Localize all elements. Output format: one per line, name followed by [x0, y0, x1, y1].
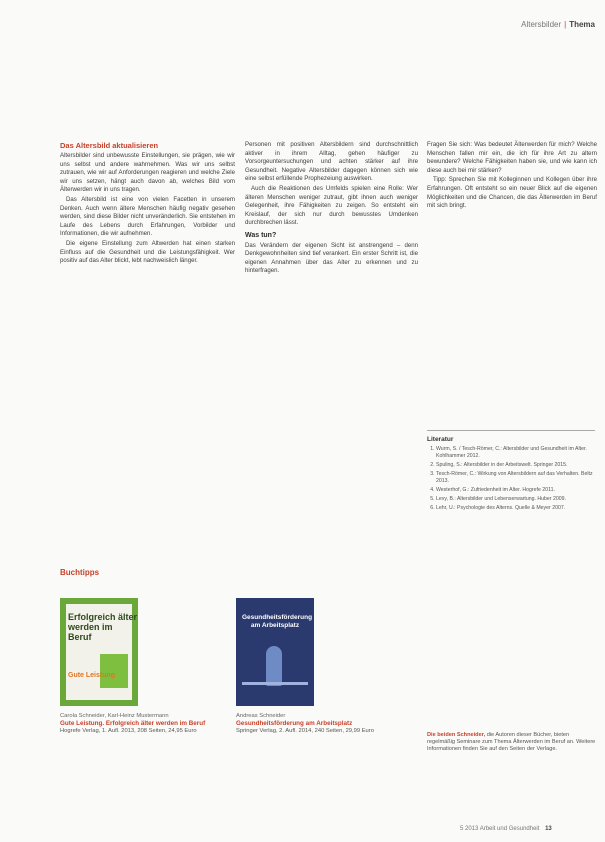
- footer-issue: 5 2013: [460, 826, 479, 832]
- paragraph: Das Altersbild ist eine von vielen Facetten in unserem Denken. Auch wenn ältere Menschen häufig negativ gesehen werden, sind diese Bilder nicht unveränderlich. Sie entstehen im Laufe des Lebens durch Erfahrungen, Vorbilder und Informationen, die wir aufnehmen.: [60, 195, 235, 238]
- literature-item: 5. Levy, B.: Altersbilder und Lebenserwartung. Huber 2009.: [436, 496, 595, 503]
- book-cover-title: Gesundheitsförderung am Arbeitsplatz: [242, 614, 313, 629]
- literature-item: 4. Westerhof, G.: Zufriedenheit im Alter. Hogrefe 2011.: [436, 487, 595, 494]
- author-note-lead: Die beiden Schneider,: [427, 732, 486, 738]
- booktips-title: Buchtipps: [60, 568, 100, 577]
- page-footer: [460, 826, 552, 832]
- book-info-2: [236, 713, 386, 735]
- header-topic: Thema: [569, 20, 595, 29]
- book-details: Springer Verlag, 2. Aufl. 2014, 240 Seiten, 29,99 Euro: [236, 727, 374, 734]
- book-cover-2: [236, 598, 314, 706]
- author-note-text: die Autoren dieser Bücher, bieten regelmäßig Seminare zum Thema Älterwerden im Beruf an. Weitere Informationen finden Sie auf den Seiten der Verlage.: [427, 732, 596, 753]
- article-subheading: Was tun?: [245, 231, 277, 239]
- literature-item: 6. Lehr, U.: Psychologie des Alterns. Quelle & Meyer 2007.: [436, 505, 595, 512]
- book-cover-title: Erfolgreich älter werden im Beruf: [68, 612, 138, 642]
- article-column-2: [245, 141, 418, 277]
- book-author: Carola Schneider, Karl-Heinz Mustermann: [60, 713, 169, 719]
- book-cover-figure: [266, 646, 282, 686]
- literature-box: [427, 436, 595, 514]
- article-heading: Das Altersbild aktualisieren: [60, 141, 159, 150]
- book-details: Hogrefe Verlag, 1. Aufl. 2013, 208 Seiten, 24,95 Euro: [60, 727, 197, 734]
- page-number: 13: [545, 826, 552, 832]
- paragraph: Tipp: Sprechen Sie mit Kolleginnen und Kollegen über ihre Erfahrungen. Oft entsteht so ein neuer Blick auf die eigenen Möglichkeiten und die Chancen, die das Älterwerden im Beruf mit sich bringt.: [427, 176, 597, 210]
- book-cover-1: [60, 598, 138, 706]
- book-info-1: [60, 713, 210, 735]
- book-cover-bar: [242, 682, 308, 685]
- book-cover-scribble: Gute Leistung: [68, 672, 116, 679]
- literature-title: Literatur: [427, 436, 454, 443]
- paragraph: Altersbilder sind unbewusste Einstellungen, sie prägen, wie wir uns selbst und andere wahrnehmen. Was wir uns selbst zutrauen, wie wir auf Anforderungen reagieren und welche Ziele wir uns setzen, hängt auch davon ab, welches Bild vom Älterwerden wir in uns tragen.: [60, 152, 235, 194]
- footer-magazine: Arbeit und Gesundheit: [479, 826, 540, 832]
- paragraph: Personen mit positiven Altersbildern sind durchschnittlich aktiver in ihrem Alltag, gehen häufiger zu Vorsorgeuntersuchungen und achten stärker auf ihre Gesundheit. Negative Altersbilder dagegen können sich wie eine selbst erfüllende Prophezeiung auswirken.: [245, 141, 418, 183]
- paragraph: Auch die Reaktionen des Umfelds spielen eine Rolle: Wer älteren Menschen weniger zutraut, gibt ihnen auch weniger Gelegenheit, ihre Fähigkeiten zu zeigen. So entsteht ein Kreislauf, der sich nur durch bewusstes Umdenken durchbrechen lässt.: [245, 184, 418, 227]
- article-column-1: [60, 141, 235, 267]
- paragraph: Die eigene Einstellung zum Altwerden hat einen starken Einfluss auf die Gesundheit und die Leistungsfähigkeit. Wer positiv auf das Alter blickt, lebt nachweislich länger.: [60, 239, 235, 265]
- literature-item: 2. Spuling, S.: Altersbilder in der Arbeitswelt. Springer 2015.: [436, 462, 595, 469]
- paragraph: Das Verändern der eigenen Sicht ist anstrengend – denn Denkgewohnheiten sind tief verankert. Ein erster Schritt ist, die eigenen Annahmen über das Alter zu erkennen und zu hinterfragen.: [245, 241, 418, 275]
- book-author: Andreas Schneider: [236, 713, 286, 719]
- literature-divider: [427, 430, 595, 431]
- book-cover-illustration: [100, 654, 128, 688]
- literature-item: 3. Tesch-Römer, C.: Wirkung von Altersbildern auf das Verhalten. Beltz 2013.: [436, 471, 595, 485]
- book-title: Gesundheitsförderung am Arbeitsplatz: [236, 720, 353, 728]
- page-header: [521, 20, 595, 29]
- book-title: Gute Leistung. Erfolgreich älter werden im Beruf: [60, 720, 206, 728]
- header-separator: |: [564, 20, 567, 29]
- header-section: Altersbilder: [521, 20, 562, 29]
- literature-list: [427, 446, 595, 512]
- article-column-3: [427, 141, 597, 212]
- literature-item: 1. Wurm, S. / Tesch-Römer, C.: Altersbilder und Gesundheit im Alter. Kohlhammer 2012.: [436, 446, 595, 460]
- author-note: [427, 732, 597, 754]
- paragraph: Fragen Sie sich: Was bedeutet Älterwerden für mich? Welche Menschen fallen mir ein, die ich für ihre Art zu altern bewundere? Welche Fähigkeiten haben sie, und wie kann ich diese auch bei mir stärken?: [427, 141, 597, 174]
